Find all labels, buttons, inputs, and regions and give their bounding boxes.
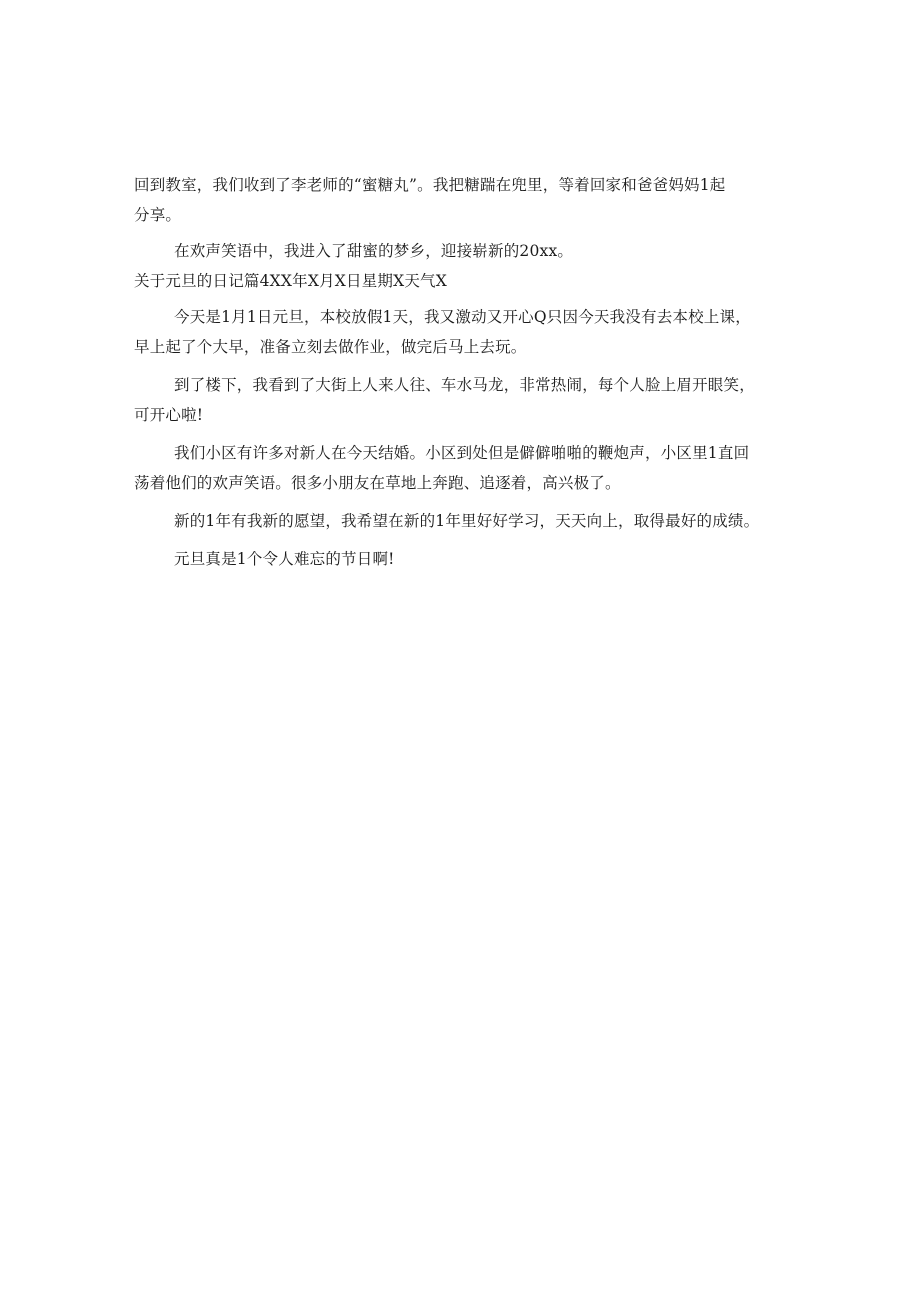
paragraph-line: 元旦真是1个令人难忘的节日啊! — [174, 550, 395, 568]
paragraph-line: 荡着他们的欢声笑语。很多小朋友在草地上奔跑、追逐着，高兴极了。 — [134, 474, 621, 492]
paragraph-line: 今天是1月1日元旦，本校放假1天，我又激动又开心Q只因今天我没有去本校上课， — [174, 308, 751, 326]
paragraph-line: 回到教室，我们收到了李老师的“蜜糖丸”。我把糖踹在兜里，等着回家和爸爸妈妈1起 — [134, 176, 726, 194]
paragraph-line: 分享。 — [134, 206, 182, 224]
paragraph-line: 可开心啦! — [134, 406, 204, 424]
document-body — [134, 170, 804, 574]
paragraph-line: 到了楼下，我看到了大街上人来人往、车水马龙，非常热闹，每个人脸上眉开眼笑， — [174, 376, 755, 394]
paragraph-line: 新的1年有我新的愿望，我希望在新的1年里好好学习，天天向上，取得最好的成绩。 — [174, 512, 760, 530]
paragraph-line: 早上起了个大早，准备立刻去做作业，做完后马上去玩。 — [134, 338, 527, 356]
paragraph-line: 在欢声笑语中，我进入了甜蜜的梦乡，迎接崭新的20xx。 — [174, 242, 574, 260]
diary-heading: 关于元旦的日记篇4XX年X月X日星期X天气X — [134, 272, 447, 290]
paragraph-line: 我们小区有许多对新人在今天结婚。小区到处但是僻僻啪啪的鞭炮声，小区里1直回 — [174, 444, 750, 462]
